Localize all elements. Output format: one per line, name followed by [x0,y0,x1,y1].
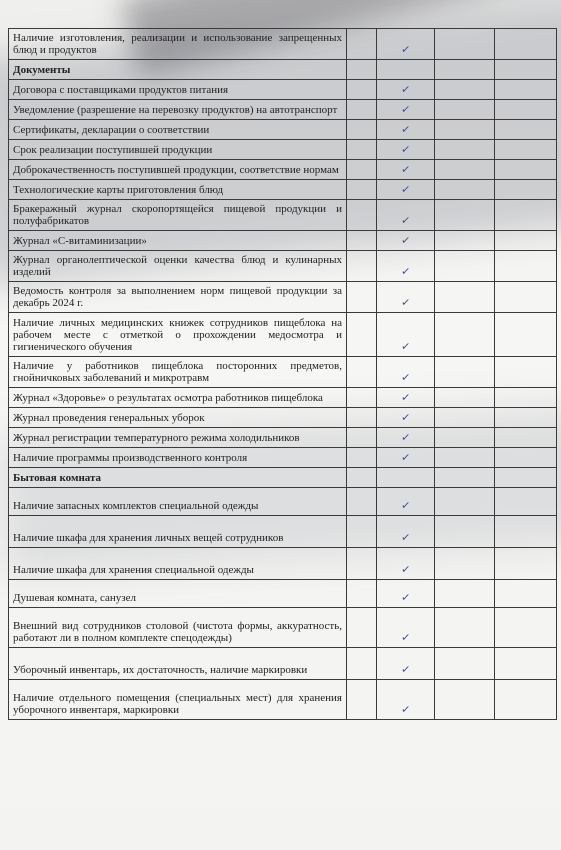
table-row [9,200,557,231]
check-mark-cell [377,231,435,251]
check-mark-icon: ✓ [400,498,411,513]
empty-cell [435,231,495,251]
section-header-row [9,468,557,488]
check-mark-cell [377,488,435,516]
table-row [9,29,557,60]
empty-cell [495,80,557,100]
criterion-text: Внешний вид сотрудников столовой (чистота формы, аккуратность, работают ли в полном комплекте спецодежды) [9,608,347,648]
empty-cell [495,448,557,468]
section-header-row [9,60,557,80]
empty-cell [347,313,377,357]
empty-cell [435,468,495,488]
table-row [9,282,557,313]
empty-cell [435,180,495,200]
empty-cell [347,448,377,468]
empty-cell [347,120,377,140]
check-mark-icon: ✓ [400,213,411,228]
table-row [9,180,557,200]
criterion-text: Доброкачественность поступившей продукции, соответствие нормам [9,160,347,180]
empty-cell [495,408,557,428]
empty-cell [435,29,495,60]
empty-cell [347,408,377,428]
table-row [9,580,557,608]
empty-cell [347,29,377,60]
check-mark-cell [377,140,435,160]
table-row [9,608,557,648]
table-row [9,408,557,428]
table-row [9,428,557,448]
empty-cell [347,100,377,120]
empty-cell [347,648,377,680]
check-mark-icon: ✓ [400,264,411,279]
empty-cell [435,680,495,720]
empty-cell [347,468,377,488]
check-mark-cell [377,608,435,648]
empty-cell [435,428,495,448]
empty-cell [347,160,377,180]
criterion-text: Технологические карты приготовления блюд [9,180,347,200]
check-mark-icon: ✓ [400,662,411,677]
check-mark-cell [377,516,435,548]
empty-cell [347,548,377,580]
check-mark-cell [377,388,435,408]
empty-cell [495,680,557,720]
empty-cell [435,357,495,388]
criterion-text: Наличие изготовления, реализации и использование запрещенных блюд и продуктов [9,29,347,60]
check-mark-cell [377,180,435,200]
empty-cell [347,428,377,448]
empty-cell [495,140,557,160]
criterion-text: Душевая комната, санузел [9,580,347,608]
criterion-text: Уборочный инвентарь, их достаточность, наличие маркировки [9,648,347,680]
table-row [9,160,557,180]
criterion-text: Наличие шкафа для хранения личных вещей сотрудников [9,516,347,548]
empty-cell [495,160,557,180]
empty-cell [435,200,495,231]
check-mark-cell [377,160,435,180]
empty-cell [435,140,495,160]
empty-cell [435,408,495,428]
table-row [9,251,557,282]
empty-cell [347,580,377,608]
check-mark-cell [377,120,435,140]
empty-cell [347,488,377,516]
table-row [9,231,557,251]
empty-cell [435,60,495,80]
table-row [9,388,557,408]
check-mark-icon: ✓ [400,450,411,465]
table-row [9,448,557,468]
table-row [9,357,557,388]
table-row [9,548,557,580]
check-mark-cell [377,680,435,720]
empty-cell [495,60,557,80]
empty-cell [347,140,377,160]
empty-cell [435,448,495,468]
table-row [9,313,557,357]
empty-cell [435,100,495,120]
check-mark-cell [377,428,435,448]
section-title: Документы [9,60,347,80]
empty-cell [495,100,557,120]
inspection-checklist-table [8,28,557,720]
empty-cell [347,231,377,251]
table-row [9,680,557,720]
check-mark-icon: ✓ [400,82,411,97]
criterion-text: Журнал регистрации температурного режима холодильников [9,428,347,448]
criterion-text: Уведомление (разрешение на перевозку продуктов) на автотранспорт [9,100,347,120]
check-mark-cell [377,251,435,282]
check-mark-cell [377,580,435,608]
criterion-text: Журнал проведения генеральных уборок [9,408,347,428]
check-mark-icon: ✓ [400,562,411,577]
check-mark-icon: ✓ [400,182,411,197]
criterion-text: Ведомость контроля за выполнением норм пищевой продукции за декабрь 2024 г. [9,282,347,313]
check-mark-icon: ✓ [400,390,411,405]
check-mark-cell [377,282,435,313]
check-mark-icon: ✓ [400,630,411,645]
empty-cell [435,580,495,608]
check-mark-cell [377,548,435,580]
empty-cell [495,29,557,60]
empty-cell [377,60,435,80]
empty-cell [495,388,557,408]
empty-cell [495,313,557,357]
check-mark-cell [377,357,435,388]
empty-cell [347,80,377,100]
check-mark-cell [377,100,435,120]
check-mark-cell [377,448,435,468]
empty-cell [495,580,557,608]
empty-cell [495,488,557,516]
empty-cell [347,200,377,231]
criterion-text: Бракеражный журнал скоропортящейся пищевой продукции и полуфабрикатов [9,200,347,231]
empty-cell [435,160,495,180]
empty-cell [495,516,557,548]
check-mark-icon: ✓ [400,295,411,310]
criterion-text: Договора с поставщиками продуктов питания [9,80,347,100]
empty-cell [495,468,557,488]
table-row [9,80,557,100]
criterion-text: Наличие программы производственного контроля [9,448,347,468]
criterion-text: Журнал органолептической оценки качества блюд и кулинарных изделий [9,251,347,282]
empty-cell [495,282,557,313]
empty-cell [347,251,377,282]
empty-cell [435,251,495,282]
check-mark-cell [377,408,435,428]
table-row [9,488,557,516]
criterion-text: Срок реализации поступившей продукции [9,140,347,160]
table-row [9,516,557,548]
empty-cell [347,608,377,648]
empty-cell [347,680,377,720]
empty-cell [495,120,557,140]
empty-cell [347,516,377,548]
empty-cell [495,200,557,231]
check-mark-cell [377,648,435,680]
empty-cell [347,357,377,388]
empty-cell [495,428,557,448]
table-row [9,648,557,680]
blank-page-area [0,780,561,850]
empty-cell [495,357,557,388]
check-mark-cell [377,313,435,357]
empty-cell [347,60,377,80]
empty-cell [495,648,557,680]
empty-cell [495,251,557,282]
check-mark-cell [377,200,435,231]
criterion-text: Журнал «С-витаминизации» [9,231,347,251]
empty-cell [495,180,557,200]
check-mark-icon: ✓ [400,233,411,248]
empty-cell [495,231,557,251]
section-title: Бытовая комната [9,468,347,488]
empty-cell [347,282,377,313]
criterion-text: Наличие личных медицинских книжек сотрудников пищеблока на рабочем месте с отметкой о прохождении медосмотра и гигиенического обучения [9,313,347,357]
empty-cell [347,388,377,408]
check-mark-icon: ✓ [400,122,411,137]
empty-cell [377,468,435,488]
empty-cell [435,120,495,140]
table-row [9,120,557,140]
check-mark-icon: ✓ [400,410,411,425]
empty-cell [435,608,495,648]
check-mark-icon: ✓ [400,162,411,177]
empty-cell [435,488,495,516]
criterion-text: Наличие шкафа для хранения специальной одежды [9,548,347,580]
check-mark-icon: ✓ [400,430,411,445]
criterion-text: Журнал «Здоровье» о результатах осмотра работников пищеблока [9,388,347,408]
check-mark-icon: ✓ [400,590,411,605]
empty-cell [435,548,495,580]
empty-cell [495,608,557,648]
criterion-text: Наличие отдельного помещения (специальных мест) для хранения уборочного инвентаря, маркировки [9,680,347,720]
criterion-text: Сертификаты, декларации о соответствии [9,120,347,140]
check-mark-icon: ✓ [400,339,411,354]
empty-cell [435,516,495,548]
empty-cell [435,282,495,313]
empty-cell [435,648,495,680]
table-row [9,140,557,160]
criterion-text: Наличие запасных комплектов специальной одежды [9,488,347,516]
check-mark-icon: ✓ [400,42,411,57]
empty-cell [435,313,495,357]
check-mark-icon: ✓ [400,530,411,545]
table-row [9,100,557,120]
check-mark-icon: ✓ [400,102,411,117]
empty-cell [347,180,377,200]
empty-cell [495,548,557,580]
empty-cell [435,80,495,100]
check-mark-icon: ✓ [400,142,411,157]
check-mark-icon: ✓ [400,370,411,385]
criterion-text: Наличие у работников пищеблока посторонних предметов, гнойничковых заболеваний и микротравм [9,357,347,388]
check-mark-cell [377,80,435,100]
empty-cell [435,388,495,408]
check-mark-cell [377,29,435,60]
check-mark-icon: ✓ [400,702,411,717]
